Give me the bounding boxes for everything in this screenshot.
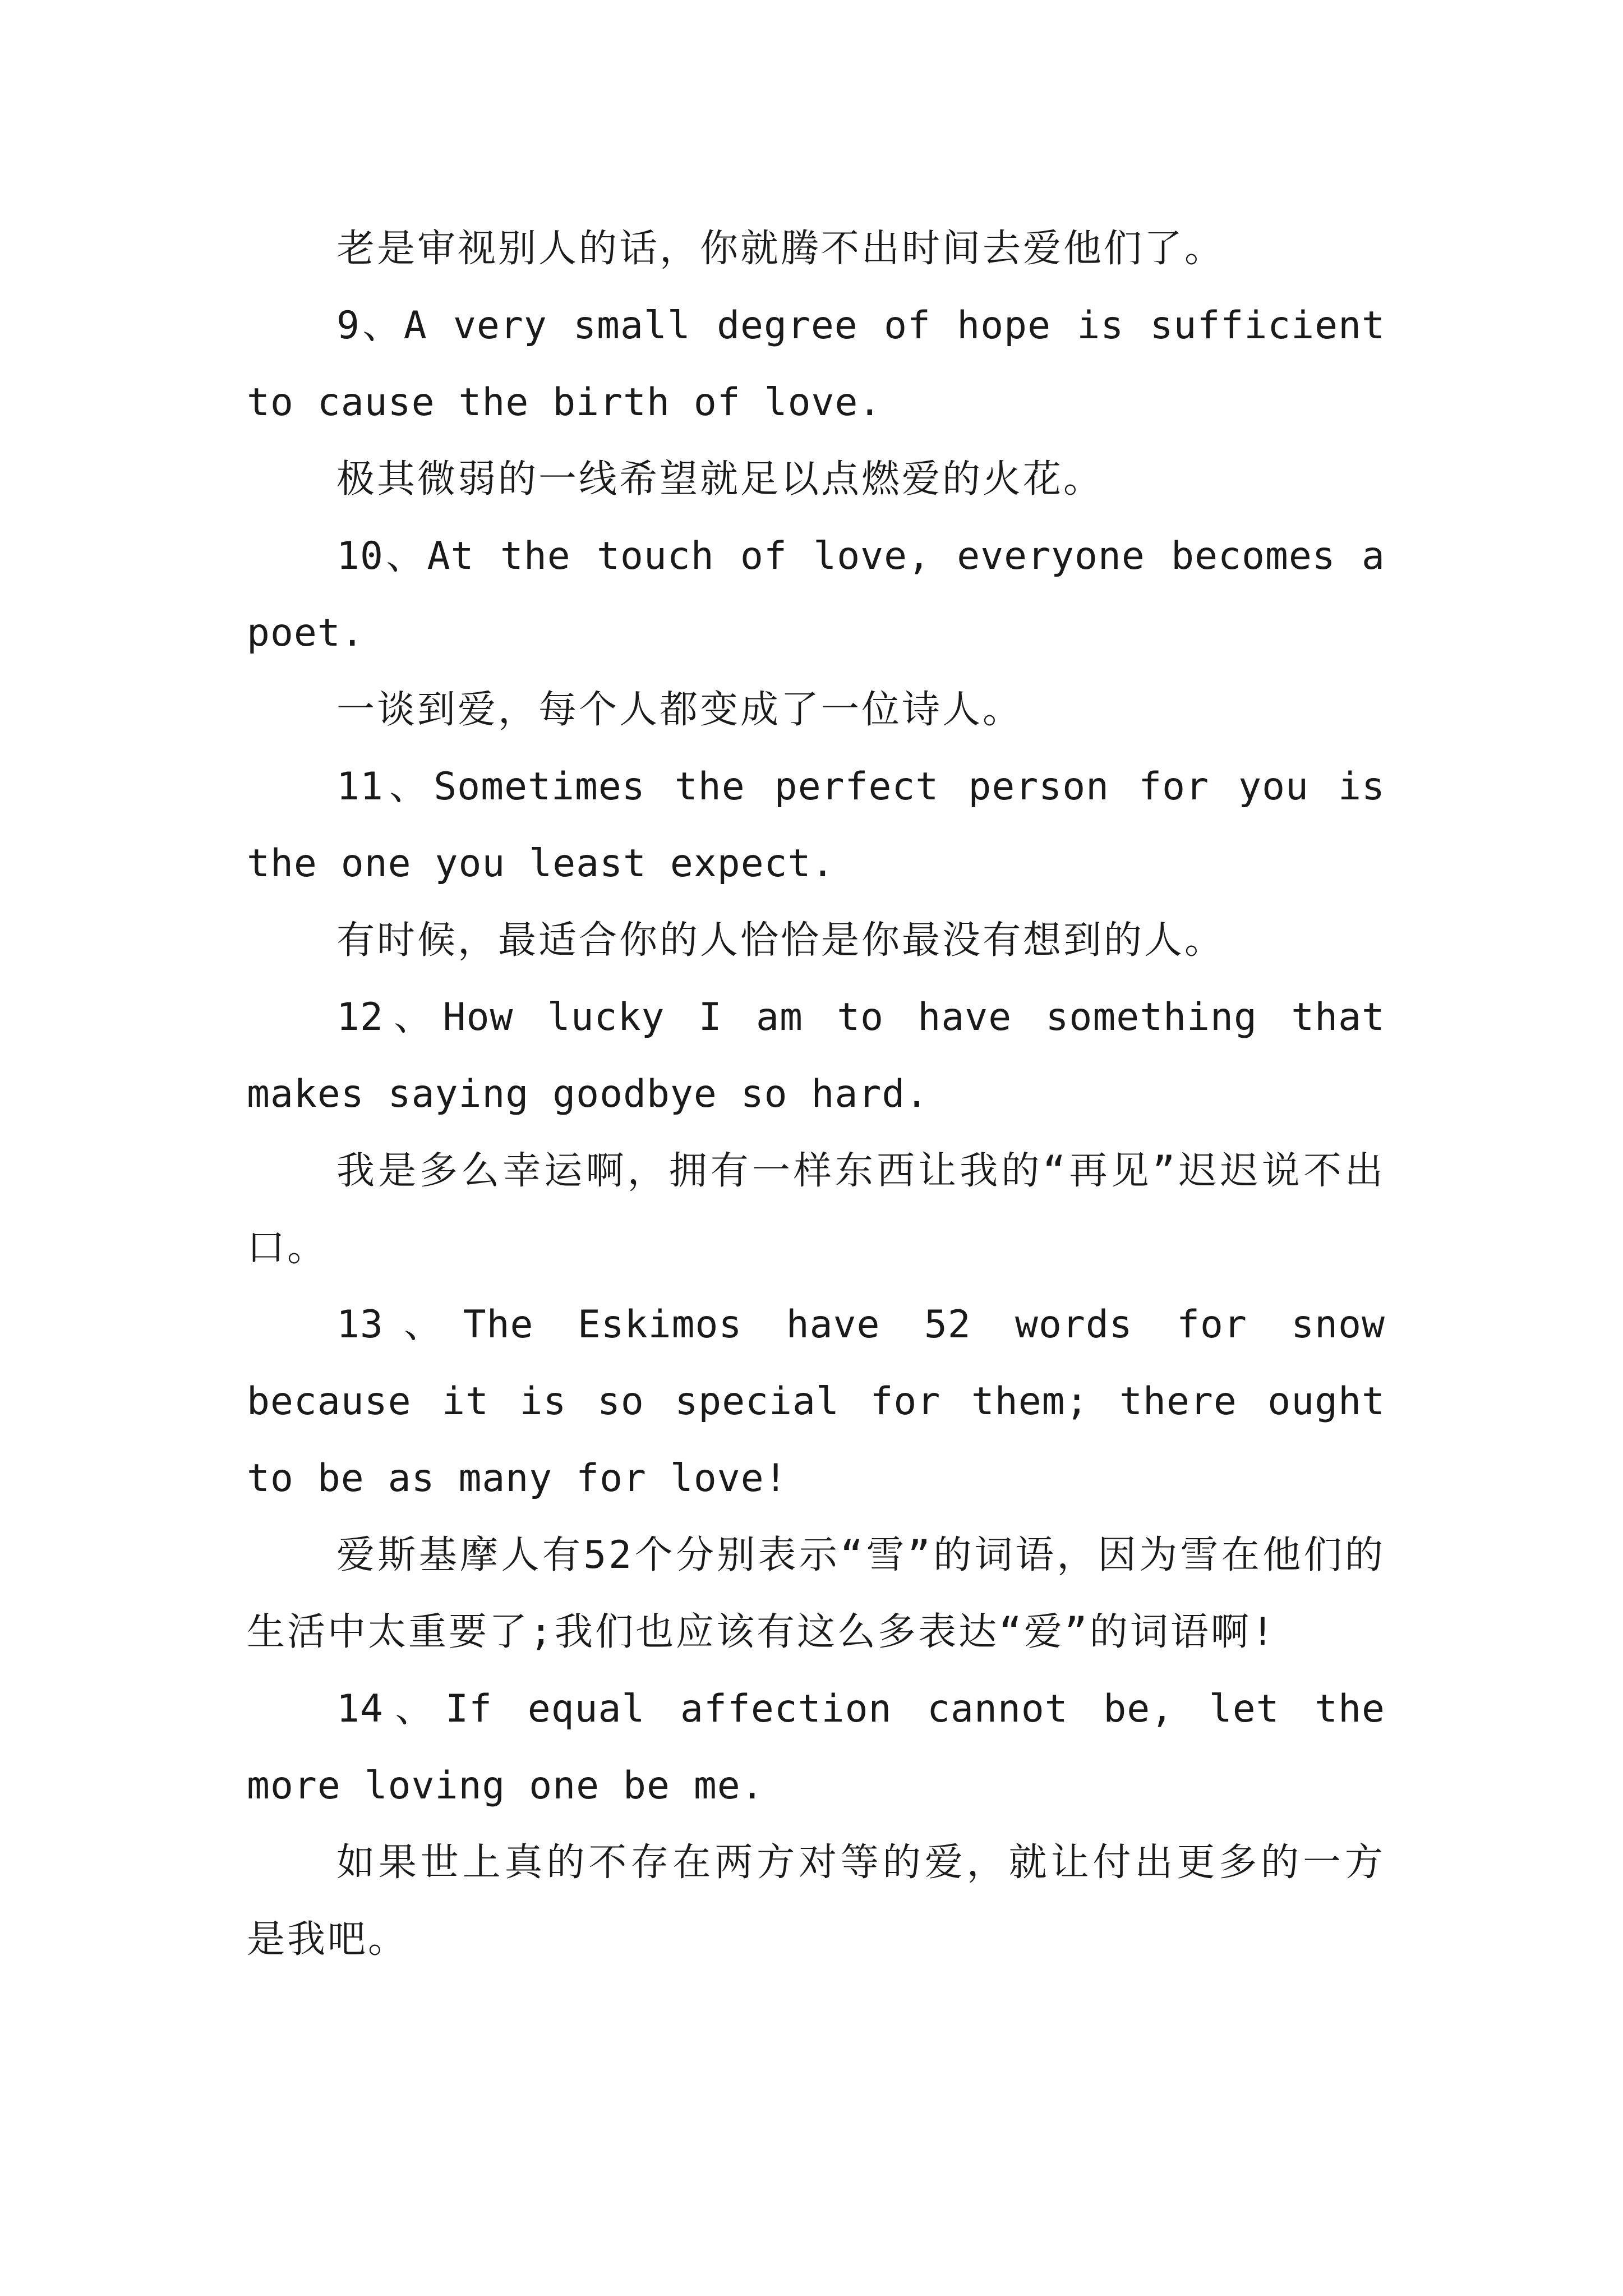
paragraph-zh-8: 老是审视别人的话，你就腾不出时间去爱他们了。 <box>336 227 1225 271</box>
paragraph-en-11: 11、Sometimes the perfect person for you is the one you least expect. <box>247 765 1385 886</box>
paragraph-en-9: 9、A very small degree of hope is sufficient to cause the birth of love. <box>247 303 1385 425</box>
paragraph-zh-10: 一谈到爱，每个人都变成了一位诗人。 <box>336 688 1023 732</box>
document-body <box>247 210 1385 1978</box>
paragraph-zh-14: 如果世上真的不存在两方对等的爱，就让付出更多的一方是我吧。 <box>247 1841 1385 1962</box>
paragraph-en-13: 13、The Eskimos have 52 words for snow because it is so special for them; there ought to be as many for love! <box>247 1303 1385 1501</box>
paragraph-zh-13: 爱斯基摩人有52个分别表示“雪”的词语，因为雪在他们的生活中太重要了;我们也应该有这么多表达“爱”的词语啊! <box>247 1533 1385 1654</box>
paragraph-en-14: 14、If equal affection cannot be, let the more loving one be me. <box>247 1687 1385 1808</box>
paragraph-zh-9: 极其微弱的一线希望就足以点燃爱的火花。 <box>336 457 1104 501</box>
paragraph-en-10: 10、At the touch of love, everyone becomes a poet. <box>247 534 1385 655</box>
paragraph-zh-12: 我是多么幸运啊，拥有一样东西让我的“再见”迟迟说不出口。 <box>247 1149 1385 1270</box>
paragraph-en-12: 12、How lucky I am to have something that makes saying goodbye so hard. <box>247 995 1385 1116</box>
paragraph-zh-11: 有时候，最适合你的人恰恰是你最没有想到的人。 <box>336 918 1225 963</box>
